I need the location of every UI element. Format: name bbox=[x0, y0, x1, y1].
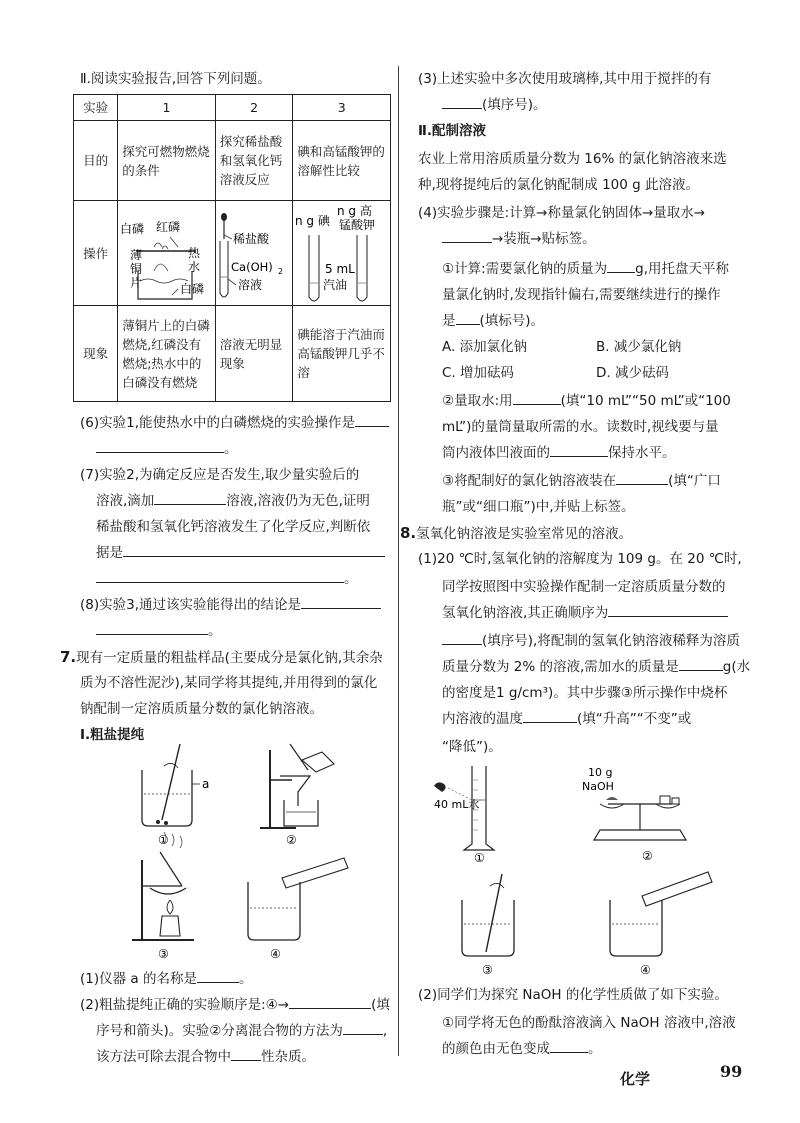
c1-blank-mass bbox=[607, 256, 635, 273]
experiment-report-table bbox=[73, 94, 391, 402]
fig-evaporate bbox=[132, 832, 194, 961]
fig-pour bbox=[248, 858, 348, 961]
row-label-purpose: 目的 bbox=[74, 121, 118, 201]
q82-line-3: 的颜色由无色变成 。 bbox=[442, 1036, 602, 1062]
q81-blank-water bbox=[679, 654, 723, 671]
c1-blank-op bbox=[456, 308, 480, 325]
op-3-figure bbox=[293, 201, 391, 306]
c2-blank-cylinder bbox=[513, 388, 561, 405]
q2-line-3: 该方法可除去混合物中 性杂质。 bbox=[96, 1044, 315, 1070]
problem-8-line: 8.氢氧化钠溶液是实验室常见的溶液。 bbox=[400, 524, 633, 542]
q7-blank-basis-2 bbox=[96, 566, 344, 583]
label-solution: 溶液 bbox=[237, 278, 262, 292]
q82-line-2: ①同学将无色的酚酞溶液滴入 NaOH 溶液中,溶液 bbox=[442, 1015, 736, 1031]
q8-line: (8)实验3,通过该实验能得出的结论是 bbox=[80, 592, 381, 618]
label-copper-1: 薄 bbox=[130, 248, 143, 262]
q6-blank-2 bbox=[96, 436, 224, 453]
q2-line-1: (2)粗盐提纯正确的实验顺序是:④→ (填 bbox=[80, 992, 390, 1018]
q7-line-2: 溶液,滴加 溶液,溶液仍为无色,证明 bbox=[96, 488, 370, 514]
purification-figures bbox=[120, 740, 360, 970]
column-divider bbox=[398, 66, 399, 1056]
label-petrol: 汽油 bbox=[323, 278, 348, 292]
option-a: A. 添加氯化钠 bbox=[442, 339, 528, 355]
table-header-3: 3 bbox=[293, 95, 391, 121]
c2-line-3: 筒内液体凹液面的 保持水平。 bbox=[442, 440, 676, 466]
label-copper-2: 铜 bbox=[130, 262, 143, 276]
fig-filter bbox=[260, 744, 334, 847]
row-label-operation: 操作 bbox=[74, 201, 118, 306]
table-header-1: 1 bbox=[118, 95, 216, 121]
label-white-phosphorus: 白磷 bbox=[120, 222, 145, 236]
q8-blank-2 bbox=[96, 618, 208, 635]
label-copper-3: 片 bbox=[130, 276, 143, 290]
q82-blank-color bbox=[550, 1036, 588, 1053]
q7-blank-reagent bbox=[154, 488, 226, 505]
q81-blank-order bbox=[608, 600, 728, 617]
q4-blank-step bbox=[442, 226, 492, 243]
problem-7-line-2: 质为不溶性泥沙),某同学将其提纯,并用得到的氯化 bbox=[80, 675, 378, 691]
label-10g: 10 g bbox=[588, 766, 613, 779]
c1-line-3: 是 (填标号)。 bbox=[442, 308, 544, 334]
label-40ml-water: 40 mL水 bbox=[434, 798, 480, 811]
page-number-mark: 99 bbox=[720, 1062, 743, 1081]
c1-line-1: ①计算:需要氯化钠的质量为 g,用托盘天平称 bbox=[442, 256, 729, 282]
c2-line-1: ②量取水:用 (填“10 mL”“50 mL”或“100 bbox=[442, 388, 731, 414]
fig-pour-water bbox=[610, 872, 712, 977]
naoh-fig-label-1: ① bbox=[474, 851, 485, 865]
q1-line: (1)仪器 a 的名称是 。 bbox=[80, 966, 252, 992]
label-caoh2-sub: 2 bbox=[277, 267, 283, 276]
naoh-fig-label-3: ③ bbox=[482, 963, 493, 977]
q81-line-2: 同学按照图中实验操作配制一定溶质质量分数的 bbox=[442, 579, 726, 595]
op-1-figure bbox=[118, 201, 216, 306]
result-1: 薄铜片上的白磷燃烧,红磷没有燃烧;热水中的白磷没有燃烧 bbox=[118, 306, 216, 402]
label-naoh: NaOH bbox=[582, 780, 614, 793]
q6-blank-1 bbox=[355, 410, 389, 427]
prep-para-1: 农业上常用溶质质量分数为 16% 的氯化钠溶液来选 bbox=[418, 151, 727, 167]
c2-blank-position bbox=[550, 440, 608, 457]
c2-line-2: mL”)的量筒量取所需的水。读数时,视线要与量 bbox=[442, 419, 719, 435]
prep-para-2: 种,现将提纯后的氯化钠配制成 100 g 此溶液。 bbox=[418, 177, 700, 193]
option-c: C. 增加砝码 bbox=[442, 365, 515, 381]
purpose-1: 探究可燃物燃烧的条件 bbox=[118, 121, 216, 201]
q3-blank bbox=[442, 92, 482, 109]
op-2-figure bbox=[215, 201, 293, 306]
label-kmno4-1: n g 高 bbox=[337, 204, 373, 218]
q6-line-2: 。 bbox=[96, 436, 238, 462]
fig-label-4: ④ bbox=[270, 947, 281, 961]
fig-label-3: ③ bbox=[158, 947, 169, 961]
q82-line-1: (2)同学们为探究 NaOH 的化学性质做了如下实验。 bbox=[418, 987, 728, 1003]
label-caoh2: Ca(OH) bbox=[230, 260, 273, 274]
fig-dissolve bbox=[142, 744, 209, 847]
q81-line-1: (1)20 ℃时,氢氧化钠的溶解度为 109 g。在 20 ℃时, bbox=[418, 551, 742, 567]
row-label-result: 现象 bbox=[74, 306, 118, 402]
q7-blank-basis bbox=[123, 540, 385, 557]
q2-line-2: 序号和箭头)。实验②分离混合物的方法为 , bbox=[96, 1018, 387, 1044]
fig-stir bbox=[462, 874, 514, 977]
q7-line-3: 稀盐酸和氢氧化钙溶液发生了化学反应,判断依 bbox=[96, 519, 371, 535]
q81-blank-temp bbox=[523, 706, 577, 723]
option-d: D. 减少砝码 bbox=[596, 365, 669, 381]
label-dilute-hcl: 稀盐酸 bbox=[232, 232, 269, 246]
label-hot: 热 bbox=[188, 246, 201, 260]
label-water: 水 bbox=[188, 260, 201, 274]
section-prepare: Ⅱ.配制溶液 bbox=[418, 123, 487, 139]
fig-label-2: ② bbox=[286, 833, 297, 847]
q8-blank-1 bbox=[301, 592, 381, 609]
q7-line-4: 据是 bbox=[96, 540, 385, 566]
table-header-2: 2 bbox=[215, 95, 293, 121]
naoh-fig-label-2: ② bbox=[642, 849, 653, 863]
footer-subject: 化学 bbox=[620, 1070, 651, 1088]
table-header-experiment: 实验 bbox=[74, 95, 118, 121]
q81-line-3: 氢氧化钠溶液,其正确顺序为 bbox=[442, 600, 728, 626]
q2-blank-impurity bbox=[231, 1044, 261, 1061]
section-title-reading: Ⅱ.阅读实验报告,回答下列问题。 bbox=[80, 71, 271, 87]
option-b: B. 减少氯化钠 bbox=[596, 339, 682, 355]
result-3: 碘能溶于汽油而高锰酸钾几乎不溶 bbox=[293, 306, 391, 402]
q81-line-4: (填序号),将配制的氢氧化钠溶液稀释为溶质 bbox=[442, 628, 740, 654]
purpose-2: 探究稀盐酸和氢氧化钙溶液反应 bbox=[215, 121, 293, 201]
purpose-3: 碘和高锰酸钾的溶解性比较 bbox=[293, 121, 391, 201]
q2-blank-order bbox=[289, 992, 371, 1009]
q8-line-2: 。 bbox=[96, 618, 222, 644]
label-a: a bbox=[202, 777, 210, 791]
q81-blank-order-2 bbox=[442, 628, 482, 645]
q81-line-6: 的密度是1 g/cm³)。其中步骤③所示操作中烧杯 bbox=[442, 685, 728, 701]
section-purification: Ⅰ.粗盐提纯 bbox=[80, 727, 145, 743]
q4-line-1: (4)实验步骤是:计算→称量氯化钠固体→量取水→ bbox=[418, 205, 706, 221]
fig-balance bbox=[582, 766, 686, 863]
q81-line-5: 质量分数为 2% 的溶液,需加水的质量是 g(水 bbox=[442, 654, 750, 680]
naoh-fig-label-4: ④ bbox=[640, 963, 651, 977]
q1-blank bbox=[197, 966, 239, 983]
c3-line-2: 瓶”或“细口瓶”)中,并贴上标签。 bbox=[442, 499, 635, 515]
label-kmno4-2: 锰酸钾 bbox=[339, 218, 376, 232]
fig-measure-water bbox=[434, 766, 494, 865]
q2-blank-method bbox=[343, 1018, 383, 1035]
c3-blank-bottle bbox=[616, 468, 668, 485]
problem-7-line-1: 7.现有一定质量的粗盐样品(主要成分是氯化钠,其余杂 bbox=[60, 648, 383, 666]
q3-line-1: (3)上述实验中多次使用玻璃棒,其中用于搅拌的有 bbox=[418, 71, 712, 87]
c3-line-1: ③将配制好的氯化钠溶液装在 (填“广口 bbox=[442, 468, 721, 494]
label-red-phosphorus: 红磷 bbox=[156, 220, 181, 234]
q7-line-1: (7)实验2,为确定反应是否发生,取少量实验后的 bbox=[80, 467, 360, 483]
label-iodine: n g 碘 bbox=[295, 214, 331, 228]
q81-line-7: 内溶液的温度 (填“升高”“不变”或 bbox=[442, 706, 691, 732]
result-2: 溶液无明显现象 bbox=[215, 306, 293, 402]
fig-label-1: ① bbox=[158, 833, 169, 847]
label-5ml: 5 mL bbox=[325, 262, 356, 276]
c1-line-2: 量氯化钠时,发现指针偏右,需要继续进行的操作 bbox=[442, 287, 721, 303]
problem-7-line-3: 钠配制一定溶质质量分数的氯化钠溶液。 bbox=[80, 701, 323, 717]
q6-line: (6)实验1,能使热水中的白磷燃烧的实验操作是 bbox=[80, 410, 389, 436]
q81-line-8: “降低”)。 bbox=[442, 739, 502, 755]
q3-line-2: (填序号)。 bbox=[442, 92, 547, 118]
naoh-figures bbox=[430, 760, 730, 990]
q7-line-5: 。 bbox=[96, 566, 358, 592]
q4-line-2: →装瓶→贴标签。 bbox=[442, 226, 596, 252]
label-white-phosphorus-2: 白磷 bbox=[180, 282, 205, 296]
